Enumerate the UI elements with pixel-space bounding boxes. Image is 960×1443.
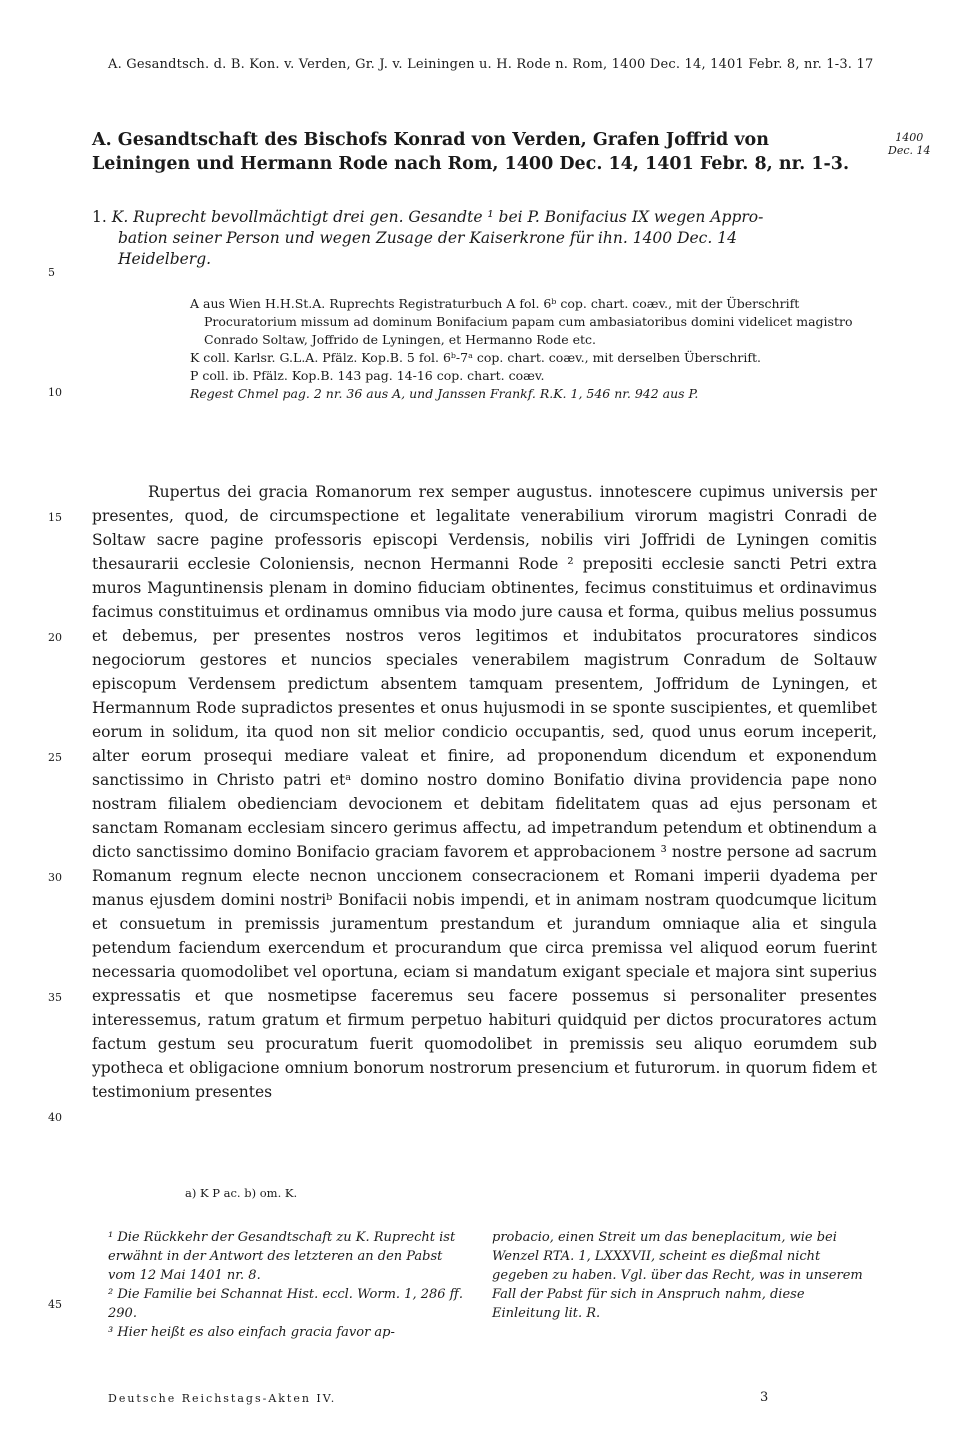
running-header: A. Gesandtsch. d. B. Kon. v. Verden, Gr. J. v. Leiningen u. H. Rode n. Rom, 1400 Dec. 14, 1401 Febr. 8, nr. 1-3. 17 [108, 57, 874, 72]
margin-date-year: 1400 [895, 131, 924, 144]
body-paragraph: Rupertus dei gracia Romanorum rex semper augustus. innotescere cupimus universis per presentes, quod, de circumspectione et legalitate venerabilium virorum magistri Conradi de Soltaw sacre pagine professoris episcopi Verdensis, nobilis viri Joffridi de Lyningen comitis thesaurarii ecclesie Coloniensis, necnon Hermanni Rode ² prepositi ecclesie sancti Petri extra muros Maguntinensis plenam in domino fiduciam obtinentes, fecimus constituimus et ordinavimus facimus constituimus et ordinamus omnibus via modo jure causa et forma, quibus melius possumus et debemus, per presentes nostros veros legitimos et indubitatos procuratores sindicos negociorum gestores et nuncios speciales venerabilem magistrum Conradum de Soltauw episcopum Verdensem predictum absentem tamquam presentem, Joffridum de Lyningen, et Hermannum Rode supradictos presentes et onus hujusmodi in se sponte suscipientes, et quemlibet eorum in solidum, ita quod non sit melior condicio occupantis, sed, quod unus eorum inceperit, alter eorum prosequi mediare valeat et finire, ad proponendum dicendum et exponendum sanctissimo in Christo patri etᵃ domino nostro domino Bonifatio divina providencia pape nono nostram filialem obedienciam devocionem et debitam fidelitatem quas ad ejus personam et sanctam Romanam ecclesiam sincero gerimus affectu, ad impetrandum petendum et obtinendum a dicto sanctissimo domino Bonifacio graciam favorem et approbacionem ³ nostre persone ad sacrum Romanum regnum electe necnon unccionem consecracionem et Romani imperii dyadema per manus ejusdem domini nostriᵇ Bonifacii nobis impendi, et in animam nostram quodcumque licitum et consuetum in premissis juramentum prestandum et jurandum omniaque alia et singula petendum faciendum exercendum et procurandum que circa premissa vel aliquod eorum fuerint necessaria quomodolibet vel oportuna, eciam si mandatum exigant speciale et majora sint superius expressatis et que nosmetipse faceremus seu facere possemus si personaliter presentes interessemus, ratum gratum et firmum perpetuo habituri quidquid per dictos procuratores actum factum gestum seu procuratum fuerit quomodolibet in premissis seu aliquo eorumdem sub ypotheca et obligacione omnium bonorum nostrorum presencium et futurorum. in quorum fidem et testimonium presentes [92, 483, 877, 1101]
line-number: 45 [48, 1298, 62, 1311]
footnotes-left [108, 1228, 470, 1342]
footnote: ¹ Die Rückkehr der Gesandtschaft zu K. Ruprecht ist erwähnt in der Antwort des letzteren an den Pabst vom 12 Mai 1401 nr. 8. [108, 1230, 456, 1283]
signature-mark: 3 [760, 1390, 769, 1405]
line-number: 35 [48, 991, 62, 1004]
footnotes-right: probacio, einen Streit um das beneplacitum, wie bei Wenzel RTA. 1, LXXXVII, scheint es dießmal nicht gegeben zu haben. Vgl. über das Recht, was in unserem Fall der Pabst für sich in Anspruch nahm, diese Einleitung lit. R. [492, 1230, 863, 1321]
footnote: ³ Hier heißt es also einfach gracia favor ap- [108, 1325, 395, 1340]
section-title: A. Gesandtschaft des Bischofs Konrad von Verden, Grafen Joffrid von Leiningen und Hermann Rode nach Rom, 1400 Dec. 14, 1401 Febr. 8, nr. 1-3. [92, 130, 850, 174]
footer-title: Deutsche Reichstags-Akten IV. [108, 1392, 337, 1405]
source-entry: P coll. ib. Pfälz. Kop.B. 143 pag. 14-16 cop. chart. coæv. [190, 368, 545, 383]
line-number: 30 [48, 871, 62, 884]
margin-date-day: Dec. 14 [888, 144, 931, 157]
variant-notes: a) K P ac. b) om. K. [185, 1186, 298, 1200]
source-list [190, 295, 880, 403]
line-number: 25 [48, 751, 62, 764]
line-number: 40 [48, 1111, 62, 1124]
line-number: 20 [48, 631, 62, 644]
footnote: ² Die Familie bei Schannat Hist. eccl. Worm. 1, 286 ff. 290. [108, 1287, 463, 1321]
document-body [92, 480, 877, 1104]
item-heading-line3: Heidelberg. [118, 250, 212, 268]
item-heading [92, 207, 882, 270]
source-entry: K coll. Karlsr. G.L.A. Pfälz. Kop.B. 5 fol. 6ᵇ-7ᵃ cop. chart. coæv., mit derselben Überschrift. [190, 350, 761, 365]
margin-date [888, 131, 930, 157]
item-heading-line2: bation seiner Person und wegen Zusage der Kaiserkrone für ihn. 1400 Dec. 14 [118, 229, 737, 247]
item-heading-line1: K. Ruprecht bevollmächtigt drei gen. Gesandte ¹ bei P. Bonifacius IX wegen Appro- [111, 208, 764, 226]
line-number: 10 [48, 386, 62, 399]
item-number: 1. [92, 208, 107, 226]
line-number: 15 [48, 511, 62, 524]
line-number: 5 [48, 266, 55, 279]
source-entry: A aus Wien H.H.St.A. Ruprechts Registraturbuch A fol. 6ᵇ cop. chart. coæv., mit der Überschrift Procuratorium missum ad dominum Bonifacium papam cum ambasiatoribus domini videlicet magistro Conrado Soltaw, Joffrido de Lyningen, et Hermanno Rode etc. [190, 296, 853, 347]
source-entry: Regest Chmel pag. 2 nr. 36 aus A, und Janssen Frankf. R.K. 1, 546 nr. 942 aus P. [190, 386, 699, 401]
